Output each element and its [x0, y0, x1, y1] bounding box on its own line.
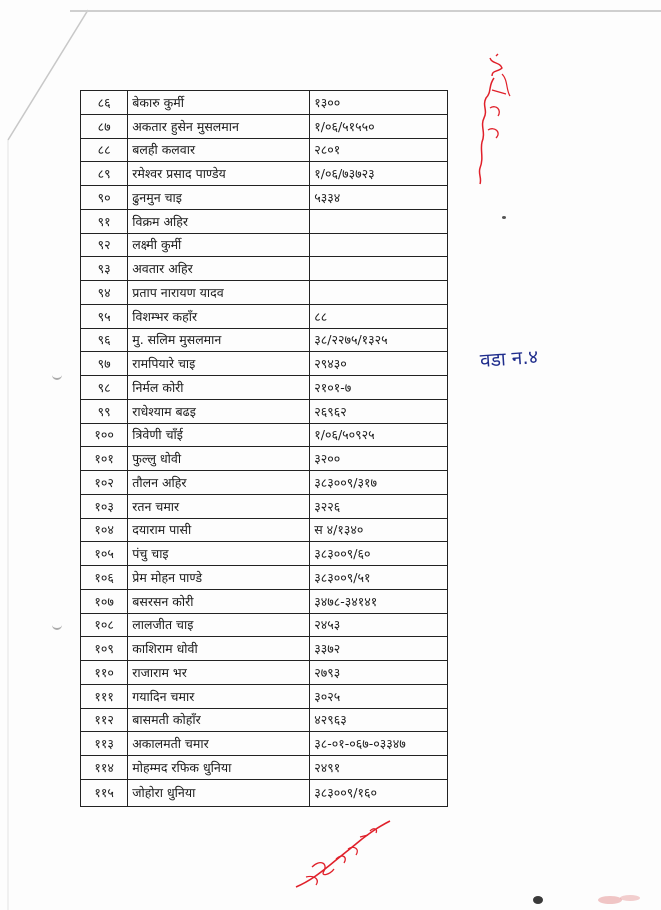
- table-row: [81, 684, 448, 708]
- name-cell: अवतार अहिर: [128, 257, 310, 281]
- table-row: [81, 566, 448, 590]
- serial-number-cell: १०५: [81, 542, 128, 566]
- reference-cell: [310, 233, 448, 257]
- serial-number-cell: १०८: [81, 613, 128, 637]
- table-row: [81, 589, 448, 613]
- name-cell: मु. सलिम मुसलमान: [128, 328, 310, 352]
- name-cell: प्रेम मोहन पाण्डे: [128, 566, 310, 590]
- name-cell: बासमती कोहाँर: [128, 708, 310, 732]
- reference-cell: ३०२५: [310, 684, 448, 708]
- table-row: [81, 209, 448, 233]
- name-cell: जोहोरा धुनिया: [128, 779, 310, 806]
- reference-cell: ३८३००९/३१७: [310, 471, 448, 495]
- reference-cell: २४९१: [310, 756, 448, 780]
- serial-number-cell: ९९: [81, 399, 128, 423]
- serial-number-cell: ९४: [81, 281, 128, 305]
- reference-cell: २८०१: [310, 138, 448, 162]
- registry-table: [80, 90, 448, 807]
- serial-number-cell: ८६: [81, 91, 128, 115]
- name-cell: बलही कलवार: [128, 138, 310, 162]
- reference-cell: ८८: [310, 304, 448, 328]
- reference-cell: ३२२६: [310, 494, 448, 518]
- serial-number-cell: ९५: [81, 304, 128, 328]
- serial-number-cell: १०९: [81, 637, 128, 661]
- table-row: [81, 376, 448, 400]
- ward-note: वडा न.४: [479, 345, 539, 372]
- table-row: [81, 518, 448, 542]
- serial-number-cell: ११२: [81, 708, 128, 732]
- table-row: [81, 281, 448, 305]
- reference-cell: ५३३४: [310, 186, 448, 210]
- reference-cell: ३८३००९/१६०: [310, 779, 448, 806]
- reference-cell: ३२००: [310, 447, 448, 471]
- reference-cell: २४५३: [310, 613, 448, 637]
- reference-cell: ३८३००९/५१: [310, 566, 448, 590]
- table-row: [81, 447, 448, 471]
- name-cell: काशिराम धोवी: [128, 637, 310, 661]
- name-cell: प्रताप नारायण यादव: [128, 281, 310, 305]
- name-cell: बसरसन कोरी: [128, 589, 310, 613]
- reference-cell: ३८-०१-०६७-०३३४७: [310, 732, 448, 756]
- name-cell: विशम्भर कहाँर: [128, 304, 310, 328]
- reference-cell: [310, 257, 448, 281]
- serial-number-cell: ९२: [81, 233, 128, 257]
- serial-number-cell: १०४: [81, 518, 128, 542]
- name-cell: ढुनमुन चाइ: [128, 186, 310, 210]
- name-cell: लालजीत चाइ: [128, 613, 310, 637]
- table-row: [81, 328, 448, 352]
- serial-number-cell: ८७: [81, 114, 128, 138]
- registry-body: [81, 91, 448, 807]
- serial-number-cell: ८८: [81, 138, 128, 162]
- reference-cell: [310, 281, 448, 305]
- name-cell: मोहम्मद रफिक धुनिया: [128, 756, 310, 780]
- signature-top: [462, 50, 522, 190]
- serial-number-cell: ११५: [81, 779, 128, 806]
- name-cell: रतन चमार: [128, 494, 310, 518]
- corner-smudge: [530, 886, 650, 910]
- reference-cell: १/०६/५०९२५: [310, 423, 448, 447]
- serial-number-cell: ११३: [81, 732, 128, 756]
- reference-cell: ३८/२२७५/१३२५: [310, 328, 448, 352]
- serial-number-cell: १०३: [81, 494, 128, 518]
- name-cell: विक्रम अहिर: [128, 209, 310, 233]
- name-cell: निर्मल कोरी: [128, 376, 310, 400]
- name-cell: अकतार हुसेन मुसलमान: [128, 114, 310, 138]
- signature-bottom: [290, 815, 400, 895]
- table-row: [81, 732, 448, 756]
- ink-speck: [502, 216, 506, 219]
- reference-cell: २१०१-७: [310, 376, 448, 400]
- table-row: [81, 233, 448, 257]
- name-cell: राजाराम भर: [128, 661, 310, 685]
- reference-cell: २७९३: [310, 661, 448, 685]
- table-row: [81, 352, 448, 376]
- reference-cell: १३००: [310, 91, 448, 115]
- table-row: [81, 471, 448, 495]
- table-row: [81, 114, 448, 138]
- serial-number-cell: ९८: [81, 376, 128, 400]
- name-cell: त्रिवेणी चाँई: [128, 423, 310, 447]
- serial-number-cell: ९६: [81, 328, 128, 352]
- reference-cell: १/०६/५१५५०: [310, 114, 448, 138]
- name-cell: लक्ष्मी कुर्मी: [128, 233, 310, 257]
- table-row: [81, 756, 448, 780]
- name-cell: बेकारु कुर्मी: [128, 91, 310, 115]
- serial-number-cell: ९३: [81, 257, 128, 281]
- serial-number-cell: १०२: [81, 471, 128, 495]
- name-cell: अकालमती चमार: [128, 732, 310, 756]
- serial-number-cell: १००: [81, 423, 128, 447]
- serial-number-cell: ९७: [81, 352, 128, 376]
- name-cell: रामपियारे चाइ: [128, 352, 310, 376]
- serial-number-cell: ११४: [81, 756, 128, 780]
- table-row: [81, 138, 448, 162]
- serial-number-cell: १०७: [81, 589, 128, 613]
- serial-number-cell: ११०: [81, 661, 128, 685]
- serial-number-cell: ९०: [81, 186, 128, 210]
- reference-cell: २६९६२: [310, 399, 448, 423]
- serial-number-cell: १०१: [81, 447, 128, 471]
- table-row: [81, 423, 448, 447]
- name-cell: रमेश्वर प्रसाद पाण्डेय: [128, 162, 310, 186]
- name-cell: तौलन अहिर: [128, 471, 310, 495]
- name-cell: गयादिन चमार: [128, 684, 310, 708]
- serial-number-cell: १११: [81, 684, 128, 708]
- table-row: [81, 494, 448, 518]
- table-row: [81, 304, 448, 328]
- name-cell: राधेश्याम बढइ: [128, 399, 310, 423]
- table-row: [81, 186, 448, 210]
- reference-cell: स ४/१३४०: [310, 518, 448, 542]
- table-row: [81, 399, 448, 423]
- table-row: [81, 661, 448, 685]
- table-row: [81, 779, 448, 806]
- reference-cell: १/०६/७३७२३: [310, 162, 448, 186]
- table-row: [81, 542, 448, 566]
- reference-cell: ३८३००९/६०: [310, 542, 448, 566]
- reference-cell: ४२९६३: [310, 708, 448, 732]
- table-row: [81, 91, 448, 115]
- page-fold-edge: [0, 0, 90, 910]
- name-cell: दयाराम पासी: [128, 518, 310, 542]
- table-row: [81, 637, 448, 661]
- serial-number-cell: ९१: [81, 209, 128, 233]
- table-row: [81, 257, 448, 281]
- reference-cell: ३३७२: [310, 637, 448, 661]
- reference-cell: [310, 209, 448, 233]
- reference-cell: २९४३०: [310, 352, 448, 376]
- page-top-edge: [70, 10, 661, 12]
- table-row: [81, 708, 448, 732]
- reference-cell: ३४७८-३४१४१: [310, 589, 448, 613]
- name-cell: फुल्लु धोवी: [128, 447, 310, 471]
- serial-number-cell: ८९: [81, 162, 128, 186]
- serial-number-cell: १०६: [81, 566, 128, 590]
- table-row: [81, 162, 448, 186]
- table-row: [81, 613, 448, 637]
- name-cell: पंचु चाइ: [128, 542, 310, 566]
